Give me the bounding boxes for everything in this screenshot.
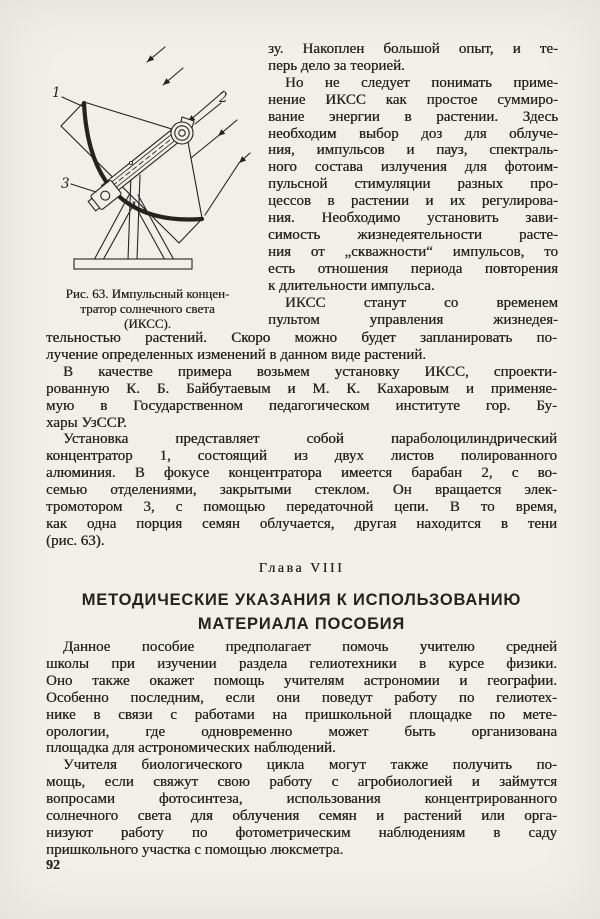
text-line: ИКСС станут со временем <box>285 294 558 311</box>
text-line: ного состава излучения для фотоим- <box>268 159 558 176</box>
text-line: зу. Накоплен большой опыт, и те- <box>268 41 558 57</box>
right-text-column <box>268 41 558 328</box>
text-line: цессов в растении и их регулирова- <box>268 193 558 210</box>
text-line: тратор солнечного света <box>80 301 215 317</box>
text-line: Установка представляет собой параболоцилиндрический <box>63 431 557 448</box>
text-line: рованную К. Б. Байбутаевым и М. К. Кахаровым и применяе- <box>46 380 557 397</box>
text-line: алюминия. В фокусе концентратора имеется барабан 2, с во- <box>46 465 557 482</box>
text-line: пультом управления жизнедея- <box>268 311 558 328</box>
section-heading <box>46 588 557 636</box>
text-line: тельностью растений. Скоро можно будет запланировать по- <box>46 330 557 346</box>
text-line: есть отношения периода повторения <box>268 260 558 277</box>
text-line: пришкольного участка с помощью люксметра. <box>46 841 344 858</box>
sun-rays-icon <box>147 47 250 215</box>
text-line: (рис. 63). <box>46 532 105 549</box>
text-line: (ИКСС). <box>124 316 171 332</box>
figure-label-3: 3 <box>61 176 70 192</box>
body-text-block-2 <box>46 639 557 859</box>
text-line: солнечного света для облучения семян и растений или орга- <box>46 808 557 825</box>
drum-end-cap <box>171 117 194 144</box>
figure-caption <box>33 286 262 332</box>
text-line: Рис. 63. Импульсный концен- <box>65 286 230 301</box>
text-line: школы при изучении раздела гелиотехники в курсе физики. <box>46 655 557 672</box>
text-line: ния, импульсов и пауз, спектраль- <box>268 142 558 159</box>
stand <box>74 175 192 269</box>
text-line: низуют работу по фотометрическим наблюдениям в саду <box>46 824 557 841</box>
text-line: хары УзССР. <box>46 414 127 431</box>
text-line: нике в связи с работами на пришкольной площадке по мете- <box>46 706 557 723</box>
text-line: орологии, где одновременно может быть организована <box>46 723 557 740</box>
text-line: симость жизнедеятельности расте- <box>268 226 558 243</box>
text-line: вание энергии в растении. Здесь <box>268 108 558 125</box>
body-text-block-1 <box>46 330 557 550</box>
text-line: тромотором 3, с помощью передаточной цепи. В то время, <box>46 499 557 516</box>
text-line: площадка для астрономических наблюдений. <box>46 740 336 757</box>
chapter-label: Глава VIII <box>258 561 345 576</box>
text-line: к длительности импульса. <box>268 277 435 294</box>
text-line: МЕТОДИЧЕСКИЕ УКАЗАНИЯ К ИСПОЛЬЗОВАНИЮ <box>81 591 522 609</box>
text-line: ния. Необходимо установить зави- <box>268 210 558 227</box>
text-line: мощь, если свяжут свою работу с агробиологией и займутся <box>46 774 557 791</box>
text-line: необходим выбор доз для облуче- <box>268 125 558 142</box>
figure-label-1: 1 <box>52 85 61 101</box>
text-line: концентратор 1, состоящий из двух листов полированного <box>46 448 557 465</box>
text-line: как одна порция семян облучается, другая находится в тени <box>46 515 557 532</box>
text-line: Оно также окажет помощь учителям астрономии и географии. <box>46 672 557 689</box>
text-line: лучение определенных изменений в данном виде растений. <box>46 346 427 363</box>
base-plate <box>74 259 192 269</box>
text-line: Но не следует понимать приме- <box>285 74 558 91</box>
text-line: семью отделениями, закрытыми стеклом. Он вращается элек- <box>46 482 557 499</box>
figure-illustration <box>33 45 262 283</box>
text-line: Данное пособие предполагает помочь учителю средней <box>63 639 557 655</box>
page-number: 92 <box>46 858 60 873</box>
text-line: ния от „скважности“ импульсов, то <box>268 243 558 260</box>
text-line: нение ИКСС как простое суммиро- <box>268 91 558 108</box>
text-line: В качестве примера возьмем установку ИКСС, спроекти- <box>63 363 557 380</box>
figure-label-2: 2 <box>219 90 228 106</box>
text-line: МАТЕРИАЛА ПОСОБИЯ <box>197 615 406 633</box>
text-line: мую в Государственном педагогическом институте гор. Бу- <box>46 397 557 414</box>
text-line: перь дело за теорией. <box>268 57 405 74</box>
text-line: Учителя биологического цикла могут также получить по- <box>63 757 557 774</box>
figure-63 <box>33 45 262 332</box>
text-line: пульсной стимуляции разных про- <box>268 176 558 193</box>
text-line: вопросами фотосинтеза, использования концентрированного <box>46 791 557 808</box>
text-line: Особенно последним, если они поведут работу по гелиотех- <box>46 689 557 706</box>
